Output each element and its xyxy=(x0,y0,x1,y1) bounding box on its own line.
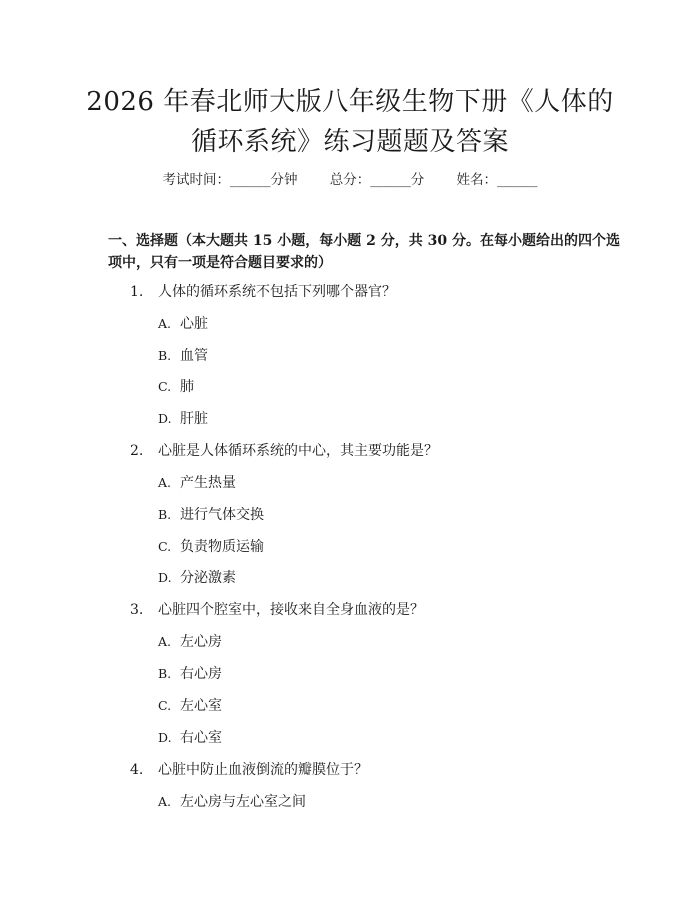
option-letter: A. xyxy=(158,316,172,331)
exam-score: 总分：______分 xyxy=(329,172,425,188)
option-text: 血管 xyxy=(180,348,208,364)
question-text: 心脏中防止血液倒流的瓣膜位于？ xyxy=(158,762,368,778)
option-letter: D. xyxy=(158,411,172,426)
option-1-c xyxy=(158,377,194,397)
option-letter: D. xyxy=(158,570,172,585)
option-1-b xyxy=(158,346,208,366)
option-2-a xyxy=(158,473,236,493)
option-text: 右心室 xyxy=(180,730,222,746)
option-text: 负责物质运输 xyxy=(180,539,264,555)
title-line-1: 2026 年春北师大版八年级生物下册《人体的 xyxy=(86,87,614,117)
option-text: 肺 xyxy=(180,379,194,395)
option-letter: B. xyxy=(158,507,172,522)
option-3-b xyxy=(158,664,222,684)
option-letter: A. xyxy=(158,475,172,490)
title-line-2: 循环系统》练习题题及答案 xyxy=(190,127,509,157)
option-text: 左心房与左心室之间 xyxy=(180,794,306,810)
option-4-a xyxy=(158,792,306,812)
option-letter: A. xyxy=(158,794,172,809)
option-letter: A. xyxy=(158,634,172,649)
exam-info xyxy=(0,168,700,188)
question-1 xyxy=(130,282,396,302)
option-text: 肝脏 xyxy=(180,411,208,427)
question-3 xyxy=(130,600,424,620)
document-title xyxy=(60,82,640,162)
option-text: 心脏 xyxy=(180,316,208,332)
option-letter: C. xyxy=(158,379,172,394)
option-text: 产生热量 xyxy=(180,475,236,491)
question-text: 心脏四个腔室中，接收来自全身血液的是？ xyxy=(158,602,424,618)
option-3-a xyxy=(158,632,222,652)
exam-name: 姓名：______ xyxy=(456,172,538,188)
option-letter: D. xyxy=(158,730,172,745)
option-2-d xyxy=(158,568,236,588)
question-number: 4. xyxy=(130,762,144,778)
option-text: 进行气体交换 xyxy=(180,507,264,523)
option-letter: C. xyxy=(158,698,172,713)
option-2-b xyxy=(158,505,264,525)
option-1-a xyxy=(158,314,208,334)
question-text: 心脏是人体循环系统的中心，其主要功能是？ xyxy=(158,443,438,459)
exam-time: 考试时间：______分钟 xyxy=(162,172,298,188)
option-text: 左心室 xyxy=(180,698,222,714)
option-text: 左心房 xyxy=(180,634,222,650)
option-letter: B. xyxy=(158,348,172,363)
option-letter: B. xyxy=(158,666,172,681)
question-text: 人体的循环系统不包括下列哪个器官？ xyxy=(158,284,396,300)
option-3-d xyxy=(158,728,222,748)
option-2-c xyxy=(158,537,264,557)
option-3-c xyxy=(158,696,222,716)
option-text: 右心房 xyxy=(180,666,222,682)
question-number: 2. xyxy=(130,443,144,459)
section-heading: 一、选择题（本大题共 15 小题，每小题 2 分，共 30 分。在每小题给出的四个选项中，只有一项是符合题目要求的） xyxy=(108,233,620,271)
option-text: 分泌激素 xyxy=(180,570,236,586)
question-4 xyxy=(130,760,368,780)
option-letter: C. xyxy=(158,539,172,554)
question-number: 3. xyxy=(130,602,144,618)
question-2 xyxy=(130,441,438,461)
option-1-d xyxy=(158,409,208,429)
question-number: 1. xyxy=(130,284,144,300)
